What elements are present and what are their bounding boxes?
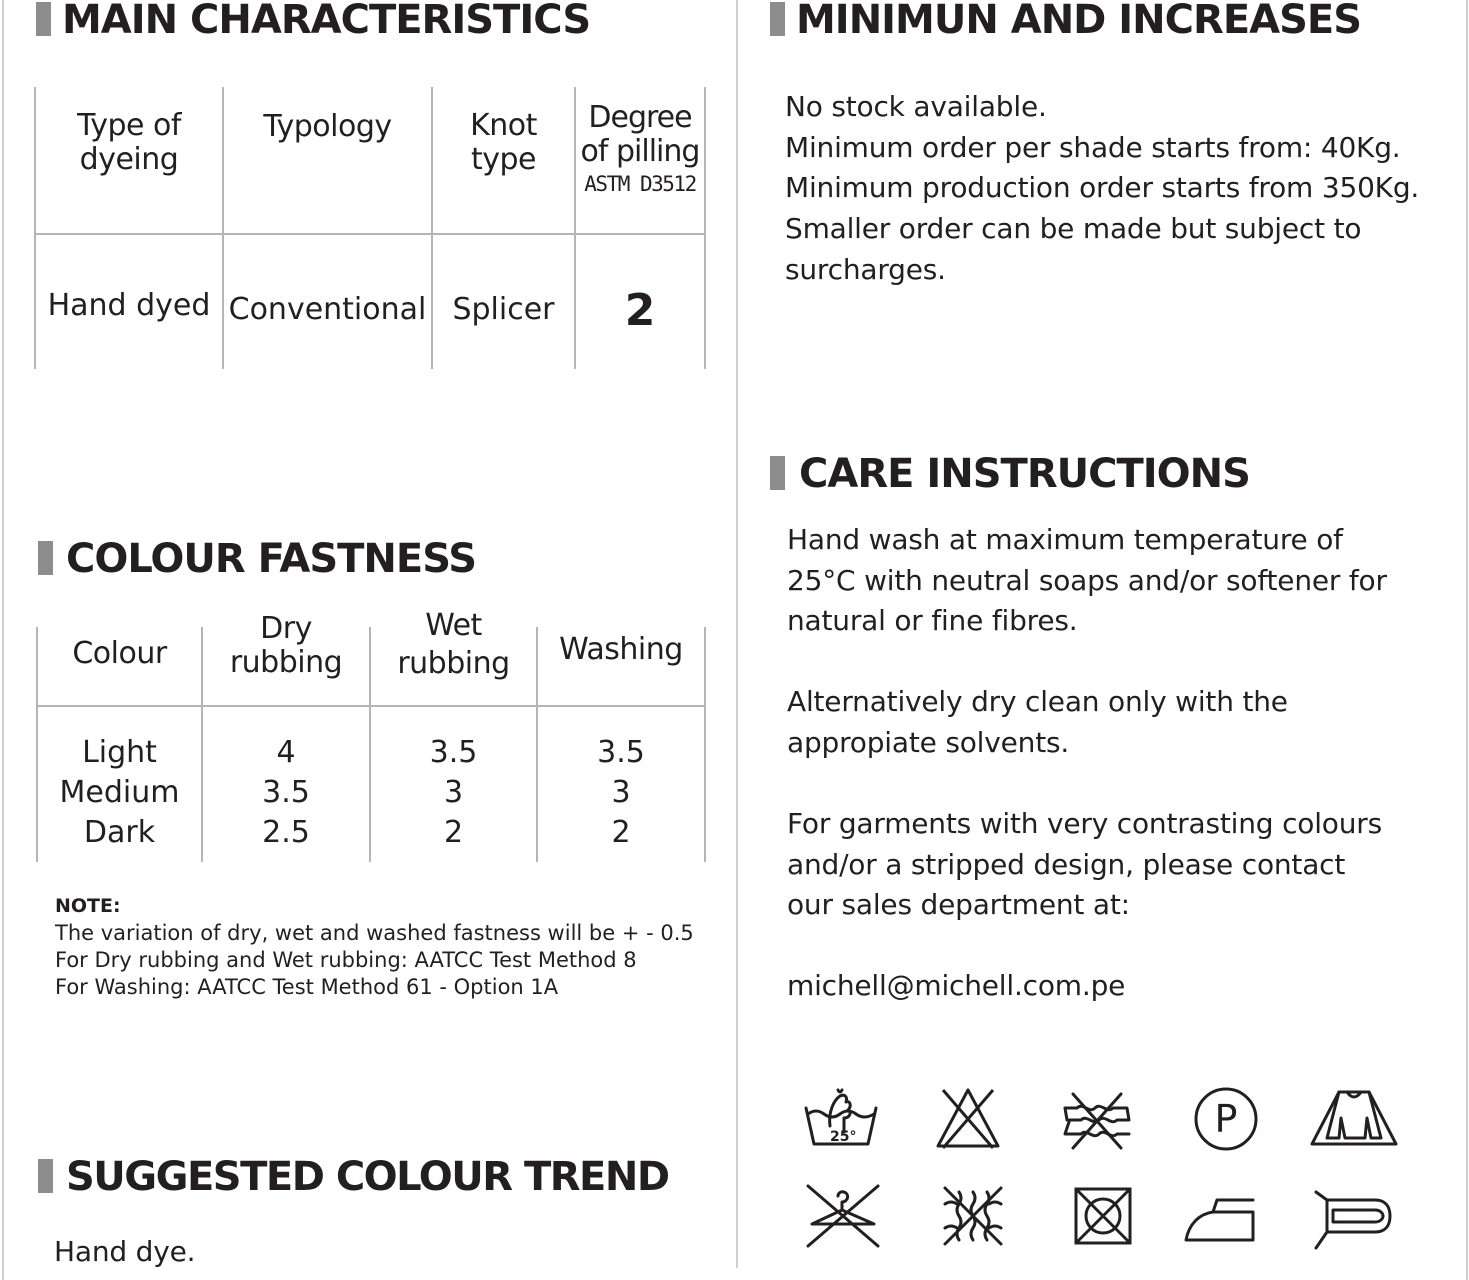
care-line: For garments with very contrasting colours	[787, 807, 1382, 840]
column-divider	[736, 0, 738, 1268]
table-row: Medium	[59, 775, 180, 810]
value-type-of-dyeing: Hand dyed	[47, 288, 211, 323]
do-not-hang-dry-icon	[804, 1182, 882, 1250]
heading-bar	[38, 541, 53, 575]
iron-low-icon	[1183, 1194, 1257, 1244]
minimum-line: Minimum order per shade starts from: 40Kg.	[785, 131, 1401, 164]
minimum-line: surcharges.	[785, 253, 946, 286]
header-type-of-dyeing: Type of dyeing	[77, 108, 181, 177]
contact-email[interactable]: michell@michell.com.pe	[787, 969, 1126, 1002]
svg-text:P: P	[1214, 1097, 1238, 1141]
suggested-colour-trend-text: Hand dye.	[54, 1235, 196, 1268]
value-knot-type: Splicer	[452, 292, 555, 327]
do-not-bleach-icon	[935, 1086, 1001, 1150]
care-line: Hand wash at maximum temperature of	[787, 523, 1343, 556]
table-row: Light	[82, 735, 157, 770]
care-line: appropiate solvents.	[787, 726, 1070, 759]
value-typology: Conventional	[228, 292, 427, 327]
do-not-wring-icon	[1061, 1090, 1133, 1150]
note-line: The variation of dry, wet and washed fastness will be + - 0.5	[55, 921, 694, 945]
heading-bar	[36, 2, 51, 36]
minimum-line: No stock available.	[785, 90, 1047, 123]
table-row: Dark	[83, 815, 156, 850]
note-line: For Washing: AATCC Test Method 61 - Option 1A	[55, 975, 559, 999]
header-washing: Washing	[559, 632, 683, 667]
header-typology: Typology	[263, 109, 392, 144]
colour-fastness-heading: COLOUR FASTNESS	[66, 536, 477, 582]
fastness-wet-column: 3.5 3 2	[429, 735, 478, 850]
heading-bar	[770, 2, 785, 36]
care-line: natural or fine fibres.	[787, 604, 1078, 637]
hand-wash-25-icon	[804, 1086, 878, 1150]
care-instructions-heading: CARE INSTRUCTIONS	[799, 451, 1250, 497]
dry-clean-p-icon	[1193, 1086, 1259, 1152]
minimum-heading: MINIMUN AND INCREASES	[796, 0, 1362, 43]
lay-flat-sweater-icon	[1309, 1088, 1399, 1148]
note-line: For Dry rubbing and Wet rubbing: AATCC Test Method 8	[55, 948, 637, 972]
header-colour: Colour	[72, 636, 167, 671]
heading-bar	[38, 1159, 53, 1193]
value-degree-of-pilling: 2	[624, 284, 656, 336]
care-line: 25°C with neutral soaps and/or softener for	[787, 564, 1387, 597]
care-line: Alternatively dry clean only with the	[787, 685, 1288, 718]
main-characteristics-heading: MAIN CHARACTERISTICS	[62, 0, 591, 43]
care-line: and/or a stripped design, please contact	[787, 848, 1346, 881]
suggested-colour-trend-heading: SUGGESTED COLOUR TREND	[66, 1154, 669, 1200]
minimum-line: Minimum production order starts from 350Kg.	[785, 171, 1420, 204]
fastness-dry-column: 4 3.5 2.5	[262, 735, 310, 850]
page-left-border	[2, 0, 4, 1280]
page-right-border	[1466, 0, 1468, 1280]
fastness-washing-column: 3.5 3 2	[597, 735, 645, 850]
dry-flat-shade-icon	[1313, 1188, 1393, 1252]
care-line: our sales department at:	[787, 888, 1130, 921]
header-dry-rubbing: Dry rubbing	[229, 611, 343, 680]
do-not-tumble-dry-icon	[1073, 1186, 1133, 1246]
header-knot-type: Knot type	[470, 108, 537, 177]
svg-text:25°: 25°	[830, 1129, 857, 1145]
minimum-line: Smaller order can be made but subject to	[785, 212, 1362, 245]
fastness-colour-column	[38, 732, 201, 854]
heading-bar	[770, 456, 785, 490]
header-wet-rubbing: Wet rubbing	[397, 608, 510, 681]
do-not-steam-icon	[939, 1182, 1007, 1250]
header-degree-of-pilling: Degree of pilling ASTM D3512	[580, 100, 700, 196]
note-label: NOTE:	[55, 895, 121, 917]
